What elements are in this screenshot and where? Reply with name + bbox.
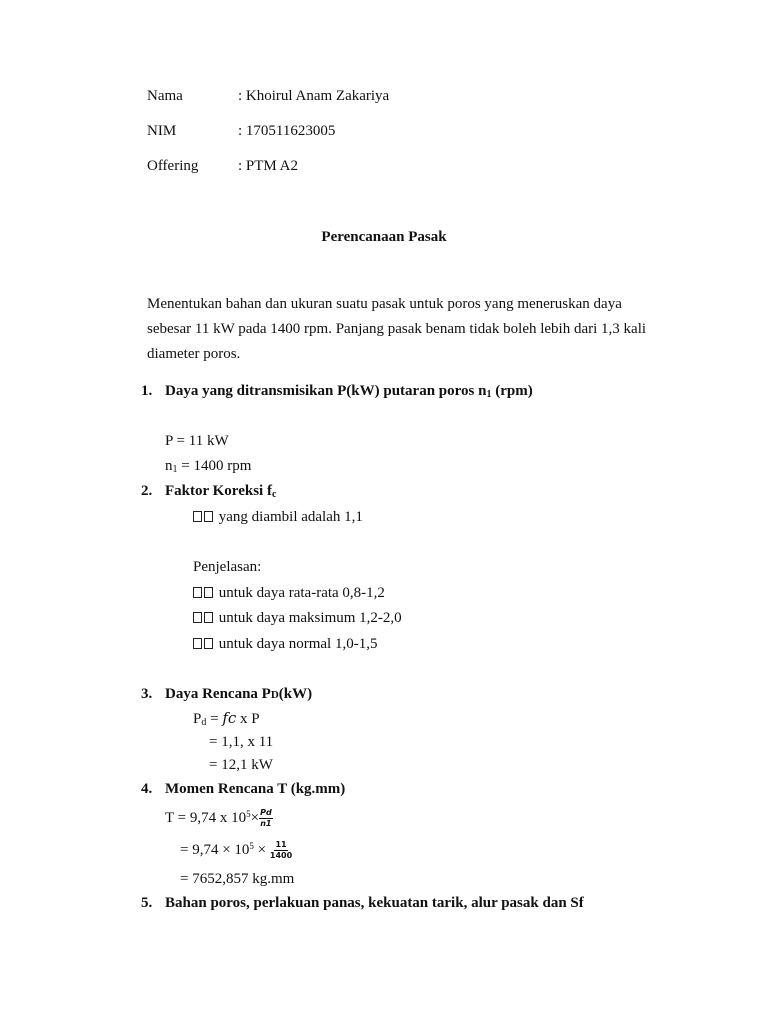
section-5-number: 5.	[141, 895, 153, 911]
intro-line: Menentukan bahan dan ukuran suatu pasak untuk poros yang meneruskan daya	[147, 296, 622, 312]
torque-formula: T = 9,74 x $10^5\times$ $\frac{Pd}{n1}$	[165, 808, 272, 829]
offering-value: : PTM A2	[238, 158, 299, 174]
missing-glyph-icon	[204, 587, 213, 598]
list-item: untuk daya normal 1,0-1,5	[193, 637, 377, 652]
section-1-heading: Daya yang ditransmisikan P(kW) putaran poros $n_1$ (rpm)	[165, 383, 533, 400]
torque-result: = 7652,857 kg.mm	[180, 871, 295, 887]
section-2-heading: Faktor Koreksi $f_c$	[165, 483, 277, 500]
correction-factor-taken: yang diambil adalah 1,1	[193, 510, 363, 525]
nama-label: Nama	[147, 88, 183, 104]
design-power-step: = 1,1, x 11	[209, 734, 274, 750]
fraction: $\frac{Pd}{n1}$	[260, 808, 272, 829]
missing-glyph-icon	[193, 587, 202, 598]
missing-glyph-icon	[193, 511, 202, 522]
intro-paragraph	[147, 292, 672, 367]
intro-line: sebesar 11 kW pada 1400 rpm. Panjang pasak benam tidak boleh lebih dari 1,3 kali	[147, 321, 647, 337]
list-item: untuk daya rata-rata 0,8-1,2	[193, 586, 385, 601]
fraction: $\frac{11}{1400}$	[269, 840, 293, 861]
section-4-number: 4.	[141, 781, 153, 797]
offering-label: Offering	[147, 158, 199, 174]
section-4-heading: Momen Rencana T (kg.mm)	[165, 781, 346, 797]
section-3-heading: Daya Rencana PD(kW)	[165, 686, 313, 702]
section-1-number: 1.	[141, 383, 153, 399]
section-1-rpm: $n_1 = 1400$ rpm	[165, 458, 252, 475]
document-title: Perencanaan Pasak	[321, 229, 447, 245]
nim-label: NIM	[147, 123, 177, 139]
missing-glyph-icon	[204, 612, 213, 623]
missing-glyph-icon	[204, 511, 213, 522]
nama-value: : Khoirul Anam Zakariya	[238, 88, 390, 104]
missing-glyph-icon	[193, 612, 202, 623]
design-power-result: = 12,1 kW	[209, 757, 273, 773]
missing-glyph-icon	[204, 638, 213, 649]
torque-substitution: = $9,74 \times 10^5$ × $\frac{11}{1400}$	[180, 840, 293, 861]
design-power-formula: $P_d$ = fc x P	[193, 709, 260, 728]
section-3-number: 3.	[141, 686, 153, 702]
section-2-number: 2.	[141, 483, 153, 499]
missing-glyph-icon	[193, 638, 202, 649]
section-5-heading: Bahan poros, perlakuan panas, kekuatan tarik, alur pasak dan Sf	[165, 895, 584, 911]
nim-value: : 170511623005	[238, 123, 336, 139]
intro-line: diameter poros.	[147, 346, 241, 362]
penjelasan-label: Penjelasan:	[193, 559, 262, 575]
list-item: untuk daya maksimum 1,2-2,0	[193, 611, 402, 626]
section-1-power: P = 11 kW	[165, 433, 229, 449]
